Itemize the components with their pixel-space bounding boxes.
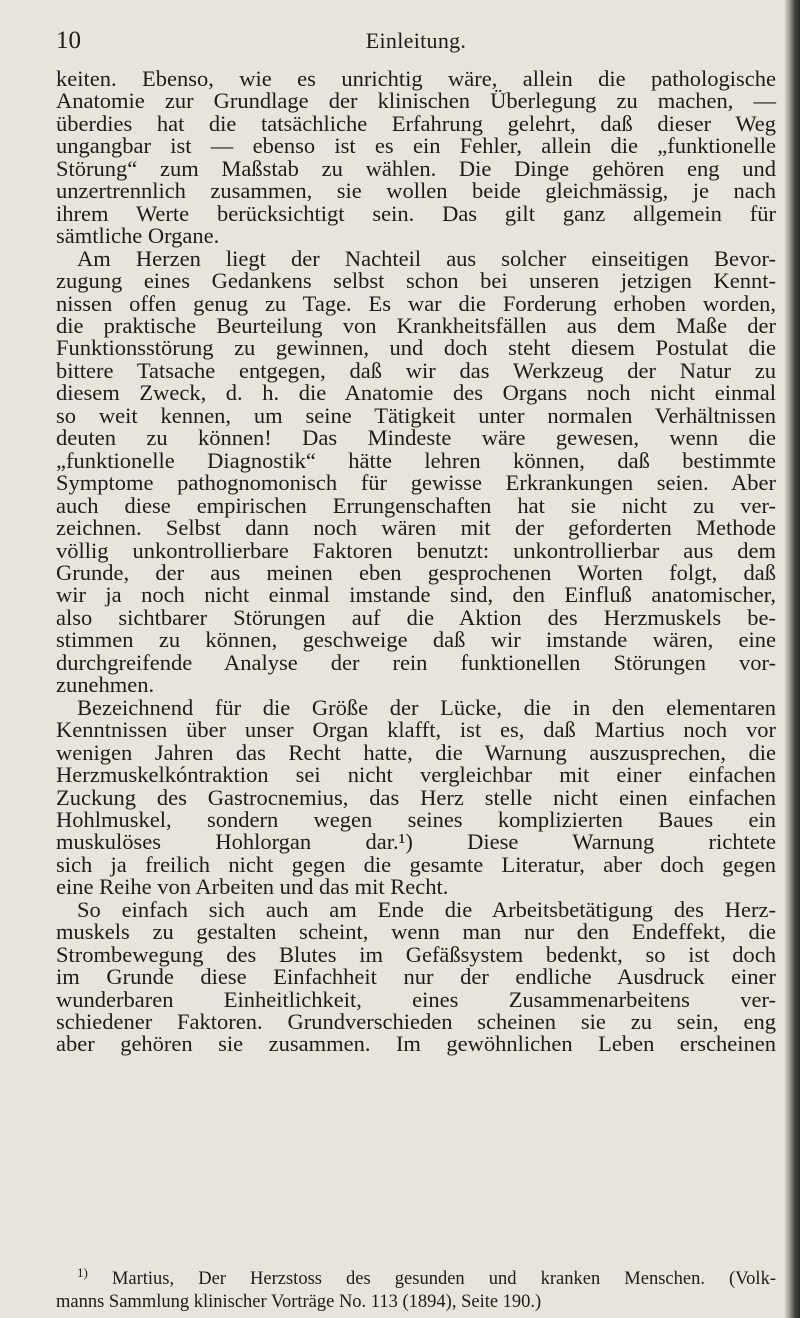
text-line: diesem Zweck, d. h. die Anatomie des Organs noch nicht einmal <box>56 380 776 406</box>
text-line: unzertrennlich zusammen, sie wollen beide gleichmässig, je nach <box>56 178 776 204</box>
footnote-text: Martius, Der Herzstoss des gesunden und kranken Menschen. (Volk- <box>111 1269 776 1289</box>
text-line: auch diese empirischen Errungenschaften hat sie nicht zu ver- <box>56 492 776 518</box>
text-line: Strombewegung des Blutes im Gefäßsystem bedenkt, so ist doch <box>56 941 776 967</box>
text-line: Bezeichnend für die Größe der Lücke, die in den elementaren <box>77 694 776 720</box>
text-line: bittere Tatsache entgegen, daß wir das Werkzeug der Natur zu <box>56 357 776 383</box>
text-line: keiten. Ebenso, wie es unrichtig wäre, allein die pathologische <box>56 66 776 91</box>
text-line: Funktionsstörung zu gewinnen, und doch steht diesem Postulat die <box>56 335 776 361</box>
text-line: Störung“ zum Maßstab zu wählen. Die Dinge gehören eng und <box>56 155 776 181</box>
text-line: zunehmen. <box>56 672 155 698</box>
footnote <box>56 1265 776 1313</box>
text-line: wir ja noch nicht einmal imstande sind, den Einfluß anatomischer, <box>56 582 776 608</box>
text-line: so weit kennen, um seine Tätigkeit unter normalen Verhältnissen <box>56 402 776 428</box>
text-line: Symptome pathognomonisch für gewisse Erkrankungen seien. Aber <box>56 470 776 496</box>
text-line: Herzmuskelkóntraktion sei nicht vergleichbar mit einer einfachen <box>56 762 776 788</box>
text-line: Am Herzen liegt der Nachteil aus solcher einseitigen Bevor- <box>77 245 776 271</box>
text-line: deuten zu können! Das Mindeste wäre gewesen, wenn die <box>56 425 776 451</box>
text-line: stimmen zu können, geschweige daß wir imstande wären, eine <box>56 627 776 653</box>
page-number: 10 <box>56 27 81 54</box>
text-line: eine Reihe von Arbeiten und das mit Recht. <box>56 874 449 900</box>
text-line: wenigen Jahren das Recht hatte, die Warnung auszusprechen, die <box>56 739 776 765</box>
text-line: Hohlmuskel, sondern wegen seines komplizierten Baues ein <box>56 806 776 832</box>
text-line: ungangbar ist — ebenso ist es ein Fehler, allein die „funktionelle <box>56 133 776 159</box>
text-line: wunderbaren Einheitlichkeit, eines Zusammenarbeitens ver- <box>56 986 776 1012</box>
body-text <box>56 68 776 1056</box>
text-line: ihrem Werte berücksichtigt sein. Das gilt ganz allgemein für <box>56 200 776 226</box>
text-line: nissen offen genug zu Tage. Es war die Forderung erhoben worden, <box>56 290 776 316</box>
text-line: zeichnen. Selbst dann noch wären mit der geforderten Methode <box>56 515 776 541</box>
page-header <box>56 26 776 56</box>
page-edge-shadow <box>784 0 800 1318</box>
text-line: zugung eines Gedankens selbst schon bei unseren jetzigen Kennt- <box>56 268 776 294</box>
text-line: muskulöses Hohlorgan dar.¹) Diese Warnung richtete <box>56 829 776 855</box>
text-line: Zuckung des Gastrocnemius, das Herz stelle nicht einen einfachen <box>56 784 776 810</box>
text-line: muskels zu gestalten scheint, wenn man nur den Endeffekt, die <box>56 919 776 945</box>
text-line: durchgreifende Analyse der rein funktionellen Störungen vor- <box>56 649 776 675</box>
footnote-marker: 1) <box>77 1265 88 1280</box>
text-line: aber gehören sie zusammen. Im gewöhnlichen Leben erscheinen <box>56 1031 776 1057</box>
text-line: sämtliche Organe. <box>56 223 220 249</box>
text-line: Anatomie zur Grundlage der klinischen Überlegung zu machen, — <box>56 88 776 114</box>
footnote-line: manns Sammlung klinischer Vorträge No. 113 (1894), Seite 190.) <box>56 1291 542 1312</box>
text-line: Kenntnissen über unser Organ klafft, ist es, daß Martius noch vor <box>56 717 776 743</box>
running-title: Einleitung. <box>365 28 467 53</box>
text-line: also sichtbarer Störungen auf die Aktion des Herzmuskels be- <box>56 604 776 630</box>
text-line: Grunde, der aus meinen eben gesprochenen Worten folgt, daß <box>56 559 776 585</box>
footnote-line <box>56 1265 776 1291</box>
text-line: schiedener Faktoren. Grundverschieden scheinen sie zu sein, eng <box>56 1009 776 1035</box>
text-line: sich ja freilich nicht gegen die gesamte Literatur, aber doch gegen <box>56 851 776 877</box>
text-line: die praktische Beurteilung von Krankheitsfällen aus dem Maße der <box>56 312 776 338</box>
text-line: im Grunde diese Einfachheit nur der endliche Ausdruck einer <box>56 964 776 990</box>
text-line: völlig unkontrollierbare Faktoren benutzt: unkontrollierbar aus dem <box>56 537 776 563</box>
text-line: So einfach sich auch am Ende die Arbeitsbetätigung des Herz- <box>77 896 776 922</box>
text-line: überdies hat die tatsächliche Erfahrung gelehrt, daß dieser Weg <box>56 110 776 136</box>
text-line: „funktionelle Diagnostik“ hätte lehren können, daß bestimmte <box>56 447 776 473</box>
